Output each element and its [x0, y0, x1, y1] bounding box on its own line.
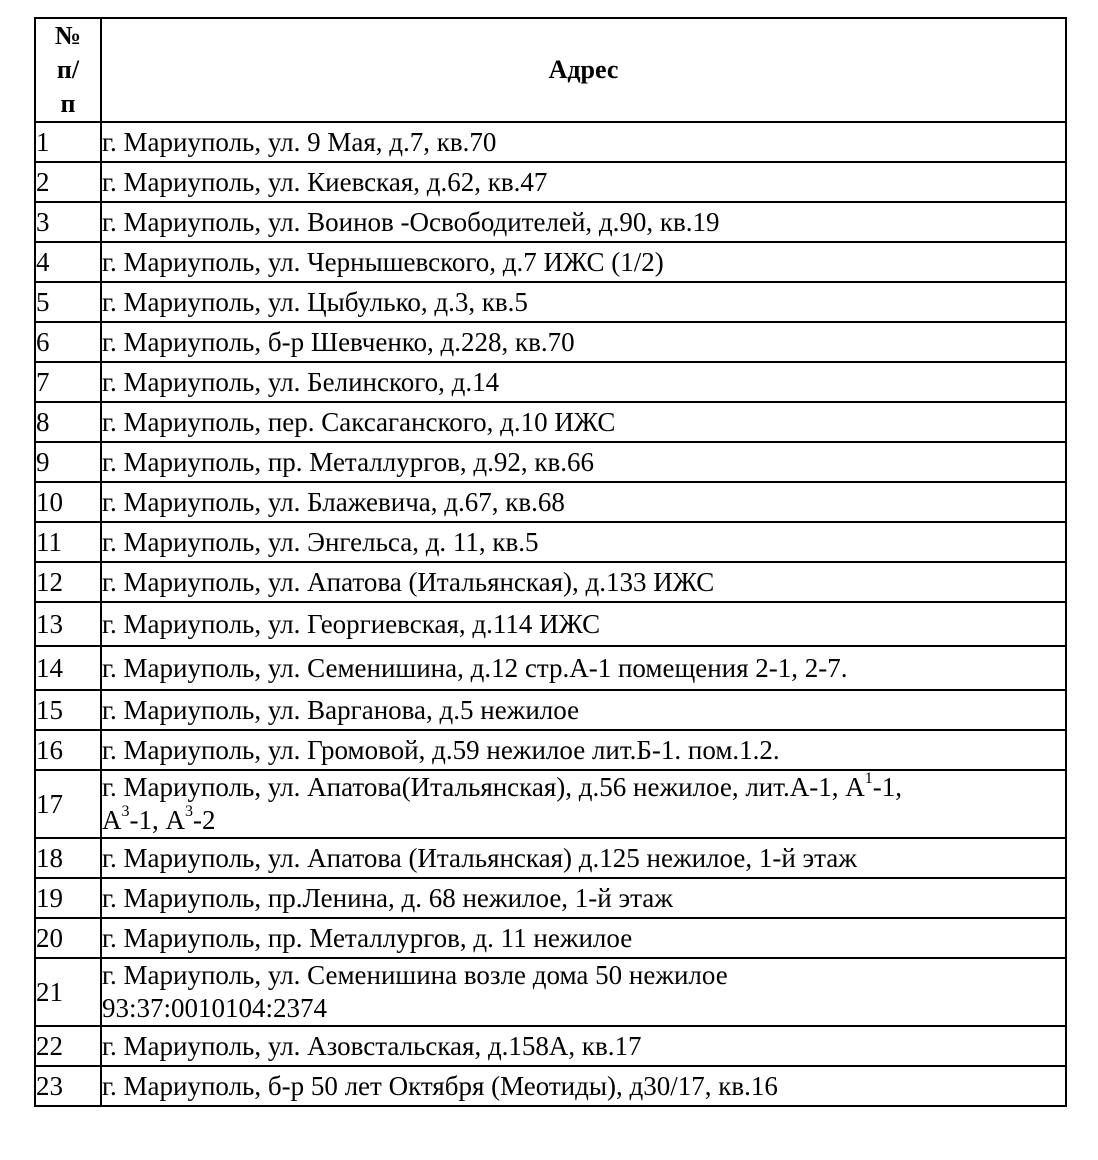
row-number: 6	[35, 322, 101, 362]
table-row	[35, 770, 1066, 838]
table-row	[35, 562, 1066, 602]
row-number: 23	[35, 1066, 101, 1106]
row-address: г. Мариуполь, пр.Ленина, д. 68 нежилое, 1-й этаж	[101, 878, 1066, 918]
table-row	[35, 162, 1066, 202]
row-address: г. Мариуполь, ул. Белинского, д.14	[101, 362, 1066, 402]
row-number: 3	[35, 202, 101, 242]
address-text: А	[102, 805, 122, 835]
row-address: г. Мариуполь, ул. Блажевича, д.67, кв.68	[101, 482, 1066, 522]
address-text: -2	[193, 805, 216, 835]
row-address: г. Мариуполь, пр. Металлургов, д.92, кв.66	[101, 442, 1066, 482]
table-row	[35, 918, 1066, 958]
superscript: 3	[121, 803, 130, 820]
row-number: 7	[35, 362, 101, 402]
row-address: г. Мариуполь, ул. Киевская, д.62, кв.47	[101, 162, 1066, 202]
row-address: г. Мариуполь, ул. Семенишина, д.12 стр.А-1 помещения 2-1, 2-7.	[101, 646, 1066, 690]
row-address: г. Мариуполь, ул. Цыбулько, д.3, кв.5	[101, 282, 1066, 322]
header-num-line1: №	[54, 21, 82, 50]
header-row	[35, 18, 1066, 122]
row-address: г. Мариуполь, ул. Чернышевского, д.7 ИЖС (1/2)	[101, 242, 1066, 282]
table-row	[35, 442, 1066, 482]
row-address: г. Мариуполь, б-р Шевченко, д.228, кв.70	[101, 322, 1066, 362]
row-address: г. Мариуполь, ул. 9 Мая, д.7, кв.70	[101, 122, 1066, 162]
row-address: г. Мариуполь, ул. Воинов -Освободителей, д.90, кв.19	[101, 202, 1066, 242]
superscript: 1	[864, 770, 873, 787]
address-text: -1,	[872, 772, 903, 802]
table-row	[35, 402, 1066, 442]
address-table	[34, 17, 1067, 1107]
table-row	[35, 362, 1066, 402]
table-row	[35, 878, 1066, 918]
row-address: г. Мариуполь, б-р 50 лет Октября (Меотиды), д30/17, кв.16	[101, 1066, 1066, 1106]
row-number: 14	[35, 646, 101, 690]
table-row	[35, 730, 1066, 770]
superscript: 3	[185, 803, 193, 820]
table-row	[35, 838, 1066, 878]
row-number: 17	[35, 770, 101, 838]
row-address: г. Мариуполь, ул. Апатова (Итальянская) д.125 нежилое, 1-й этаж	[101, 838, 1066, 878]
address-line-1: г. Мариуполь, ул. Семенишина возле дома 50 нежилое	[102, 960, 728, 990]
row-number: 16	[35, 730, 101, 770]
row-number: 1	[35, 122, 101, 162]
address-text: г. Мариуполь, ул. Апатова(Итальянская), д.56 нежилое, лит.А-1, А	[102, 772, 865, 802]
table-row	[35, 602, 1066, 646]
row-number: 21	[35, 958, 101, 1026]
row-address	[101, 958, 1066, 1026]
row-number: 13	[35, 602, 101, 646]
number-column-header	[35, 18, 101, 122]
table-row	[35, 646, 1066, 690]
row-address: г. Мариуполь, ул. Громовой, д.59 нежилое лит.Б-1. пом.1.2.	[101, 730, 1066, 770]
table-row	[35, 482, 1066, 522]
address-text: -1, А	[129, 805, 185, 835]
row-address: г. Мариуполь, ул. Георгиевская, д.114 ИЖС	[101, 602, 1066, 646]
table-row	[35, 202, 1066, 242]
row-address: г. Мариуполь, ул. Апатова (Итальянская), д.133 ИЖС	[101, 562, 1066, 602]
row-number: 8	[35, 402, 101, 442]
table-row	[35, 690, 1066, 730]
address-line-2: 93:37:0010104:2374	[102, 993, 328, 1023]
table-row	[35, 122, 1066, 162]
row-number: 9	[35, 442, 101, 482]
row-number: 19	[35, 878, 101, 918]
row-address: г. Мариуполь, пер. Саксаганского, д.10 ИЖС	[101, 402, 1066, 442]
row-address	[101, 770, 1066, 838]
row-number: 18	[35, 838, 101, 878]
table-row	[35, 322, 1066, 362]
table-row	[35, 242, 1066, 282]
header-num-line3: п	[60, 89, 76, 118]
table-row	[35, 1026, 1066, 1066]
row-number: 12	[35, 562, 101, 602]
row-number: 4	[35, 242, 101, 282]
row-number: 11	[35, 522, 101, 562]
row-address: г. Мариуполь, ул. Варганова, д.5 нежилое	[101, 690, 1066, 730]
row-address: г. Мариуполь, ул. Азовстальская, д.158А, кв.17	[101, 1026, 1066, 1066]
row-number: 2	[35, 162, 101, 202]
table-row	[35, 522, 1066, 562]
table-row	[35, 1066, 1066, 1106]
header-num-line2: п/	[56, 55, 80, 84]
row-number: 5	[35, 282, 101, 322]
row-number: 15	[35, 690, 101, 730]
row-number: 20	[35, 918, 101, 958]
table-row	[35, 958, 1066, 1026]
row-address: г. Мариуполь, пр. Металлургов, д. 11 нежилое	[101, 918, 1066, 958]
row-number: 10	[35, 482, 101, 522]
row-address: г. Мариуполь, ул. Энгельса, д. 11, кв.5	[101, 522, 1066, 562]
table-row	[35, 282, 1066, 322]
row-number: 22	[35, 1026, 101, 1066]
address-column-header: Адрес	[101, 18, 1066, 122]
